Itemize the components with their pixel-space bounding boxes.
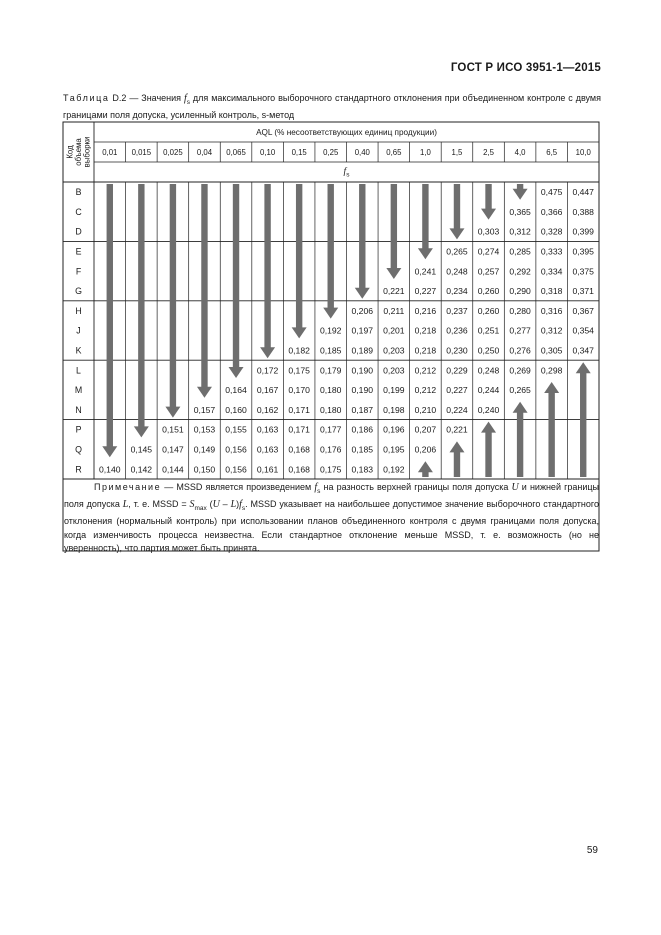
fs-value: 0,151	[162, 424, 184, 435]
sample-size-code: B	[75, 187, 82, 198]
fs-value: 0,167	[256, 385, 279, 396]
fs-value: 0,207	[414, 424, 437, 435]
fs-value: 0,265	[509, 385, 531, 396]
fs-value: 0,229	[446, 365, 468, 376]
standard-header: ГОСТ Р ИСО 3951-1—2015	[450, 62, 601, 74]
aql-value: 6,5	[546, 148, 558, 157]
fs-value: 0,251	[477, 325, 500, 336]
fs-value: 0,216	[414, 305, 437, 316]
sample-size-code: R	[75, 464, 82, 475]
note-subscript: s	[241, 505, 246, 512]
sample-size-code: E	[75, 246, 82, 257]
caption-subscript: s	[186, 98, 190, 106]
up-arrow-icon	[544, 382, 559, 477]
fs-value: 0,183	[351, 464, 374, 475]
up-arrow-icon	[513, 402, 528, 477]
down-arrow-icon	[260, 184, 275, 358]
fs-value: 0,210	[414, 404, 437, 415]
fs-value: 0,198	[383, 404, 405, 415]
note-label: Примечание	[94, 482, 162, 492]
fs-value: 0,260	[477, 305, 500, 316]
aql-value: 4,0	[514, 148, 526, 157]
down-arrow-icon	[134, 184, 149, 437]
fs-value: 0,196	[383, 424, 405, 435]
fs-value: 0,375	[572, 266, 594, 277]
note-text: (	[206, 499, 213, 510]
note-symbol: L	[230, 499, 237, 511]
fs-value: 0,186	[351, 424, 374, 435]
up-arrow-icon	[481, 422, 496, 477]
fs-value: 0,218	[414, 345, 437, 356]
fs-value: 0,227	[414, 286, 437, 297]
fs-value: 0,195	[383, 444, 405, 455]
down-arrow-icon	[513, 184, 528, 200]
note-text: )	[236, 499, 240, 510]
fs-value: 0,312	[540, 325, 563, 336]
down-arrow-icon	[323, 184, 338, 319]
fs-value: 0,171	[288, 424, 310, 435]
fs-value: 0,333	[540, 246, 563, 257]
table-note	[64, 481, 599, 556]
down-arrow-icon	[418, 184, 433, 259]
fs-value: 0,285	[509, 246, 531, 257]
fs-value: 0,147	[162, 444, 184, 455]
fs-value: 0,318	[540, 286, 563, 297]
note-symbol: U	[511, 482, 519, 493]
fs-value: 0,192	[383, 464, 405, 475]
fs-value: 0,316	[540, 305, 563, 316]
fs-value: 0,185	[319, 345, 342, 356]
fs-value: 0,236	[446, 325, 468, 336]
fs-value: 0,182	[288, 345, 310, 356]
note-symbol: f	[239, 499, 242, 511]
sample-size-code: C	[75, 206, 82, 217]
sample-size-code: N	[75, 404, 82, 415]
sample-size-code: F	[75, 266, 82, 277]
code-header: Кодобъемавыборки	[65, 136, 92, 168]
aql-value: 1,5	[451, 148, 463, 157]
fs-value: 0,230	[446, 345, 468, 356]
aql-value: 0,40	[354, 148, 370, 157]
aql-value: 0,04	[196, 148, 213, 157]
aql-value: 0,015	[131, 148, 152, 157]
caption-text-after: для максимального выборочного стандартного отклонения при объединенном контроле с двумя границами поля допуска, усиленный контроль, s-метод	[63, 93, 601, 121]
note-symbol: f	[314, 482, 318, 493]
fs-value: 0,244	[477, 385, 500, 396]
fs-value: 0,145	[130, 444, 153, 455]
fs-value: 0,248	[446, 266, 468, 277]
note-subscript: s	[317, 487, 321, 495]
aql-value: 0,15	[291, 148, 307, 157]
note-symbol: U	[212, 499, 220, 511]
fs-value: 0,250	[477, 345, 500, 356]
fs-value: 0,162	[256, 404, 279, 415]
sample-size-code: J	[76, 325, 81, 336]
page-number: 59	[586, 845, 598, 856]
note-symbol: L	[122, 499, 129, 511]
up-arrow-icon	[449, 441, 464, 477]
fs-value: 0,280	[509, 305, 531, 316]
fs-value: 0,168	[288, 464, 310, 475]
aql-value: 0,065	[226, 148, 246, 157]
fs-value: 0,206	[414, 444, 437, 455]
fs-value: 0,149	[193, 444, 216, 455]
fs-value: 0,203	[383, 345, 405, 356]
aql-value: 0,25	[323, 148, 339, 157]
fs-value: 0,203	[383, 365, 405, 376]
fs-value: 0,237	[446, 305, 468, 316]
fs-value: 0,347	[572, 345, 594, 356]
fs-value: 0,199	[383, 385, 405, 396]
down-arrow-icon	[197, 184, 212, 398]
fs-value: 0,241	[414, 266, 437, 277]
fs-value: 0,274	[477, 246, 500, 257]
fs-value: 0,365	[509, 206, 531, 217]
note-text: — MSSD является произведением	[161, 482, 315, 492]
fs-value: 0,180	[319, 385, 342, 396]
fs-value: 0,269	[509, 365, 531, 376]
fs-value: 0,277	[509, 325, 531, 336]
sample-size-code: K	[75, 345, 82, 356]
aql-value: 0,025	[163, 148, 183, 157]
aql-value: 1,0	[419, 148, 431, 157]
sample-size-code: D	[75, 226, 82, 237]
fs-value: 0,227	[446, 385, 468, 396]
fs-value: 0,290	[509, 286, 531, 297]
fs-value: 0,163	[256, 424, 279, 435]
aql-value: 0,10	[260, 148, 276, 157]
fs-value: 0,328	[540, 226, 563, 237]
fs-value: 0,192	[319, 325, 342, 336]
fs-value: 0,303	[477, 226, 500, 237]
fs-value: 0,155	[225, 424, 247, 435]
down-arrow-icon	[481, 184, 496, 220]
down-arrow-icon	[386, 184, 401, 279]
fs-value: 0,142	[130, 464, 153, 475]
down-arrow-icon	[102, 184, 117, 457]
fs-value: 0,260	[477, 286, 500, 297]
fs-value: 0,164	[225, 385, 247, 396]
fs-value: 0,179	[319, 365, 342, 376]
note-symbol: S	[189, 499, 195, 511]
fs-value: 0,170	[288, 385, 310, 396]
fs-value: 0,160	[225, 404, 247, 415]
fs-value: 0,221	[446, 424, 468, 435]
fs-value: 0,240	[477, 404, 500, 415]
fs-value: 0,168	[288, 444, 310, 455]
note-text: . MSSD указывает на наибольшее допустимое значение выборочного стандартного отклонения (нормальный контроль) при использовании планов объединенного контроля с двумя границами поля допуска, когда изменчивость процесса неизвестна. Если стандартное отклонение меньше MSSD, т. е. возможность (но не уверенность), что партия может быть принята.	[64, 499, 599, 554]
caption-symbol: f	[183, 93, 187, 104]
down-arrow-icon	[449, 184, 464, 239]
fs-value: 0,157	[193, 404, 216, 415]
fs-value: 0,161	[256, 464, 279, 475]
note-text: , т. е. MSSD =	[128, 499, 190, 510]
fs-value: 0,140	[99, 464, 121, 475]
down-arrow-icon	[292, 184, 307, 338]
fs-value: 0,206	[351, 305, 374, 316]
fs-value: 0,156	[225, 444, 247, 455]
sample-size-code: Q	[75, 444, 82, 455]
fs-value: 0,224	[446, 404, 468, 415]
fs-value: 0,305	[540, 345, 563, 356]
fs-value: 0,234	[446, 286, 468, 297]
fs-value: 0,212	[414, 365, 437, 376]
fs-value: 0,144	[162, 464, 184, 475]
up-arrow-icon	[418, 461, 433, 477]
fs-value: 0,354	[572, 325, 594, 336]
fs-value: 0,189	[351, 345, 374, 356]
fs-value: 0,153	[193, 424, 216, 435]
fs-value: 0,371	[572, 286, 594, 297]
note-text: и нижней границы поля допуска	[64, 482, 599, 510]
fs-value: 0,176	[319, 444, 342, 455]
fs-value: 0,190	[351, 365, 374, 376]
fs-value: 0,163	[256, 444, 279, 455]
fs-value: 0,211	[383, 305, 405, 316]
fs-value: 0,172	[256, 365, 279, 376]
down-arrow-icon	[229, 184, 244, 378]
aql-value: 10,0	[575, 148, 591, 157]
fs-value: 0,388	[572, 206, 594, 217]
fs-value: 0,447	[572, 187, 594, 198]
fs-value: 0,292	[509, 266, 531, 277]
sample-size-code: G	[75, 286, 82, 297]
fs-value: 0,150	[193, 464, 216, 475]
aql-value: 2,5	[483, 148, 494, 157]
fs-value: 0,257	[477, 266, 500, 277]
fs-value: 0,276	[509, 345, 531, 356]
note-text: –	[219, 499, 231, 510]
fs-value: 0,197	[351, 325, 374, 336]
fs-value: 0,248	[477, 365, 500, 376]
sample-size-code: M	[74, 385, 83, 396]
fs-value: 0,175	[288, 365, 310, 376]
fs-value: 0,156	[225, 464, 247, 475]
note-text: на разность верхней границы поля допуска	[320, 482, 512, 492]
aql-header: AQL (% несоответствующих единиц продукции)	[256, 128, 437, 137]
fs-value: 0,185	[351, 444, 374, 455]
fs-value: 0,312	[509, 226, 531, 237]
caption-label: Таблица	[63, 93, 110, 103]
caption-number: D.2	[112, 93, 127, 103]
fs-value: 0,171	[288, 404, 310, 415]
aql-value: 0,01	[102, 148, 118, 157]
caption-text-before: — Значения	[126, 93, 184, 103]
fs-value: 0,201	[383, 325, 405, 336]
sample-size-code: H	[75, 305, 82, 316]
fs-value: 0,475	[540, 187, 563, 198]
fs-value: 0,177	[319, 424, 342, 435]
fs-value: 0,265	[446, 246, 468, 257]
fs-value: 0,334	[540, 266, 563, 277]
fs-value: 0,212	[414, 385, 437, 396]
aql-value: 0,65	[386, 148, 402, 157]
fs-value: 0,395	[572, 246, 594, 257]
fs-value: 0,180	[319, 404, 342, 415]
note-subscript: max	[194, 505, 207, 512]
sample-size-code: P	[75, 424, 82, 435]
fs-value: 0,399	[572, 226, 594, 237]
fs-value: 0,221	[383, 286, 405, 297]
fs-value: 0,175	[319, 464, 342, 475]
fs-symbol: $f_s$	[343, 167, 350, 179]
fs-value: 0,218	[414, 325, 437, 336]
sample-size-code: L	[76, 365, 81, 376]
fs-value: 0,187	[351, 404, 374, 415]
fs-value: 0,190	[351, 385, 374, 396]
fs-value: 0,366	[540, 206, 563, 217]
fs-value: 0,298	[540, 365, 563, 376]
fs-value: 0,367	[572, 305, 594, 316]
